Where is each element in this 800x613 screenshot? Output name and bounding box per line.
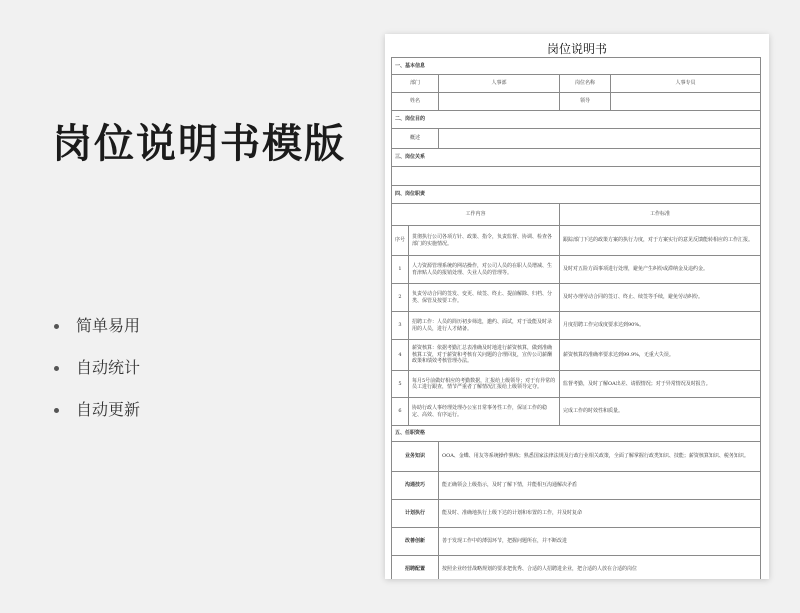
duty-no: 4 — [392, 340, 409, 371]
duty-content: 每月5号前做好相应的考勤数据，汇报给上级领导；对于有异常的员工进行跟查，情节严重者了解情况汇报给上级领导定夺。 — [409, 371, 560, 398]
duty-no: 3 — [392, 312, 409, 340]
duty-standard: 薪资核算的准确率要求达到99.9%，无重大失误。 — [560, 340, 761, 371]
col-header-standard: 工作标准 — [560, 204, 761, 226]
qualification-label: 改善创新 — [392, 528, 439, 556]
section-row — [392, 111, 761, 129]
name-label: 姓名 — [392, 93, 439, 111]
seq-label: 序号 — [392, 226, 409, 256]
feature-item — [52, 396, 140, 438]
table-row — [392, 500, 761, 528]
section-heading-purpose: 二、岗位目的 — [392, 111, 761, 129]
table-row — [392, 371, 761, 398]
duty-standard: 及时对五险方面事项进行处理，避免产生纠纷或滞纳金及违约金。 — [560, 256, 761, 284]
overview-value — [439, 129, 761, 149]
leader-value — [611, 93, 761, 111]
feature-item — [52, 312, 140, 354]
document-preview — [385, 34, 769, 579]
section-heading-relations: 三、岗位关系 — [392, 149, 761, 167]
table-row — [392, 312, 761, 340]
qualification-label: 招聘配置 — [392, 556, 439, 580]
table-row — [392, 556, 761, 580]
duty-content: 协助行政人事经理处理办公室日常事务性工作，保证工作的稳定、高效、有序运行。 — [409, 398, 560, 426]
section-heading-qualification: 五、任职资格 — [392, 426, 761, 442]
qualification-label: 计划执行 — [392, 500, 439, 528]
section-heading-duties: 四、岗位职责 — [392, 186, 761, 204]
post-value: 人事专员 — [611, 75, 761, 93]
duty-content: 贯彻执行公司各项方针、政策、指令，负责监督、协调、检查各部门的实施情况。 — [409, 226, 560, 256]
duty-standard: 月度招聘工作完成度要求达到90%。 — [560, 312, 761, 340]
bullet-icon — [54, 324, 59, 329]
table-row — [392, 398, 761, 426]
bullet-icon — [54, 408, 59, 413]
duty-no: 1 — [392, 256, 409, 284]
col-header-content: 工作内容 — [392, 204, 560, 226]
document-title: 岗位说明书 — [546, 42, 607, 56]
section-row — [392, 186, 761, 204]
table-row — [392, 472, 761, 500]
post-label: 岗位名称 — [560, 75, 611, 93]
qualification-value: 按照企业经营战略规划的要求把优秀、合适的人招聘进企业，把合适的人放在合适的岗位 — [439, 556, 761, 580]
section-heading-basic-info: 一、基本信息 — [392, 58, 761, 75]
duty-no: 6 — [392, 398, 409, 426]
table-row — [392, 129, 761, 149]
table-row — [392, 442, 761, 472]
feature-item — [52, 354, 140, 396]
table-row — [392, 284, 761, 312]
duty-content: 招聘工作：人员的简历初步筛选，邀约、面试，对于设能及时录用的人员，进行人才储备。 — [409, 312, 560, 340]
bullet-icon — [54, 366, 59, 371]
duty-standard: 跟踪部门下达的政策方案的执行力度，对于方案实行的意见反馈能转相应的工作汇报。 — [560, 226, 761, 256]
feature-label: 自动统计 — [76, 358, 141, 377]
section-row — [392, 58, 761, 75]
feature-label: 自动更新 — [76, 400, 141, 419]
qualification-value: 能正确领会上级指示，及时了解下情，并能相互沟通解决矛盾 — [439, 472, 761, 500]
duty-no: 2 — [392, 284, 409, 312]
table-row — [392, 340, 761, 371]
qualification-value: 能及时、准确地执行上级下达的计划和布置的工作，并及时复命 — [439, 500, 761, 528]
duty-content: 人力资源管理系统的网站操作，对公司人员的在职人员增减、生育津贴人员的报销处理、失业人员的管理等。 — [409, 256, 560, 284]
table-header-row — [392, 204, 761, 226]
table-row — [392, 528, 761, 556]
dept-label: 部门 — [392, 75, 439, 93]
qualification-label: 业务知识 — [392, 442, 439, 472]
relations-blank — [392, 167, 761, 186]
feature-list — [52, 312, 140, 438]
section-row — [392, 426, 761, 442]
table-row — [392, 75, 761, 93]
duty-content: 负责劳动合同的签发、变更、续签、终止、提前解除、归档、分类、保管及按要工作。 — [409, 284, 560, 312]
duty-standard: 完成工作的时效性和质量。 — [560, 398, 761, 426]
dept-value: 人事部 — [439, 75, 560, 93]
qualification-value: OOA、金蝶、用友等系统操作熟练；熟悉国家法律法规及行政行业相关政策，全面了解掌握行政类知识、技能；薪资核算知识、税务知识。 — [439, 442, 761, 472]
duty-content: 薪资核算：依据考勤汇总表准确及时地进行薪资核算，做到准确核算工资，对于薪资和考核有关问题的合理回复，宣传公司薪酬政策和绩效考核管理办法。 — [409, 340, 560, 371]
promo-title: 岗位说明书模版 — [52, 121, 346, 167]
duty-standard: 及时办理劳动合同的签订、终止、续签等手续，避免劳动纠纷。 — [560, 284, 761, 312]
table-row — [392, 256, 761, 284]
qualification-label: 沟通技巧 — [392, 472, 439, 500]
table-row — [392, 167, 761, 186]
table-row — [392, 226, 761, 256]
feature-label: 简单易用 — [76, 316, 141, 335]
leader-label: 领导 — [560, 93, 611, 111]
name-value — [439, 93, 560, 111]
table-row — [392, 93, 761, 111]
overview-label: 概述 — [392, 129, 439, 149]
duty-standard: 监督考勤，及时了解OA出差、请假情况；对于异常情况及时报告。 — [560, 371, 761, 398]
section-row — [392, 149, 761, 167]
qualification-value: 善于发现工作中的薄弱环节，把握问题所在，并不断改进 — [439, 528, 761, 556]
duty-no: 5 — [392, 371, 409, 398]
job-description-table — [391, 57, 761, 579]
